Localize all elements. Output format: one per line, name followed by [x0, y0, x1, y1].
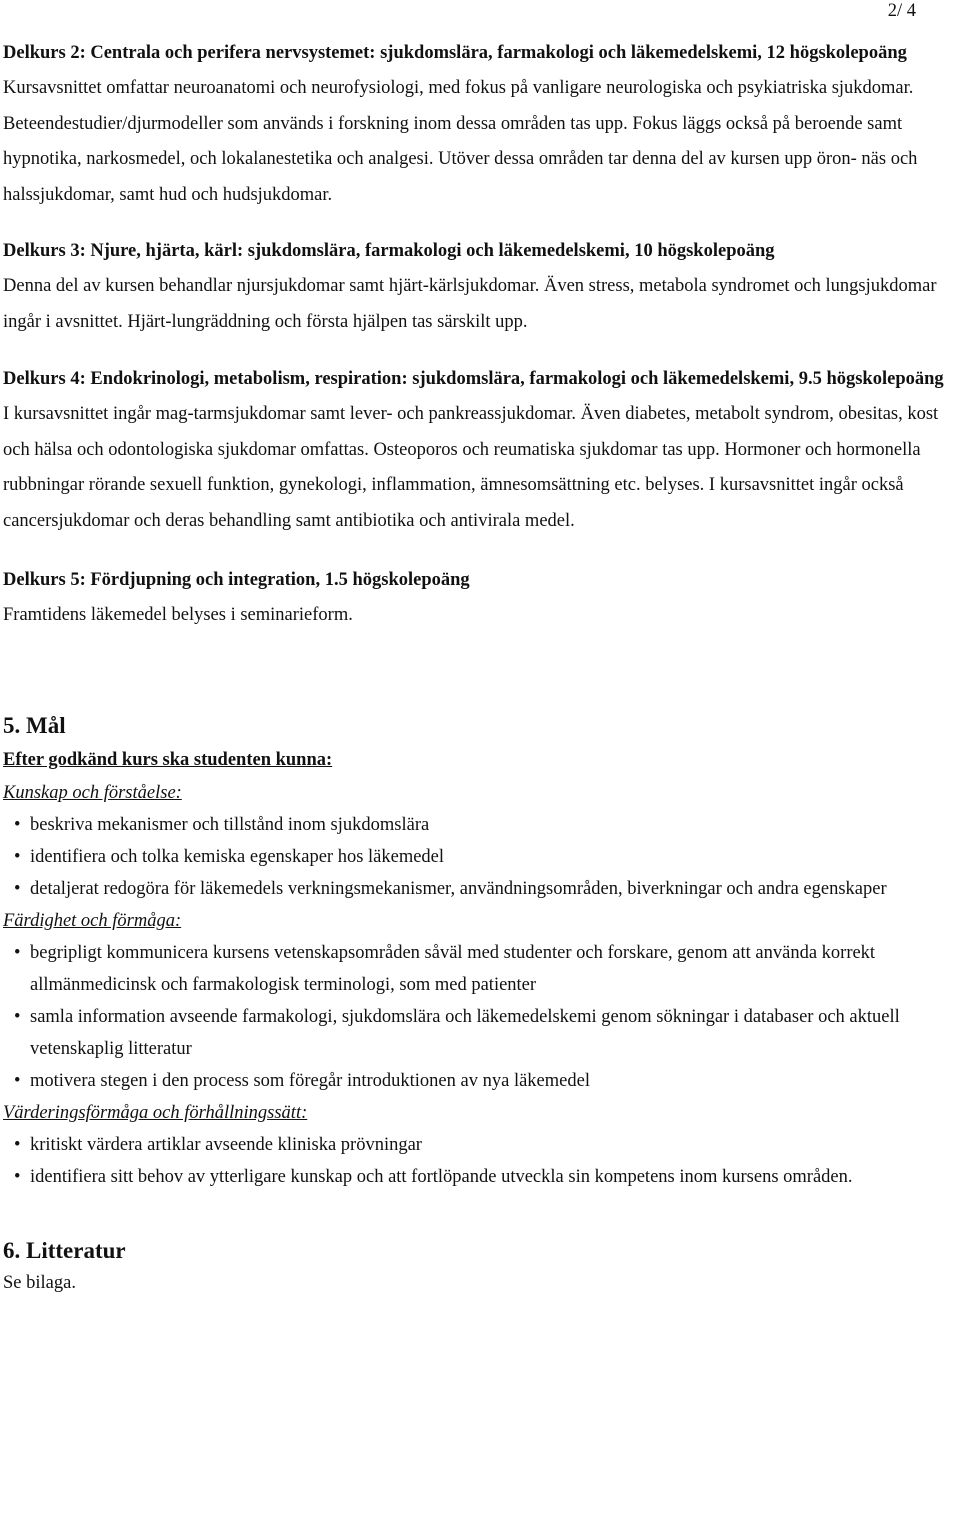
- literature-body: Se bilaga.: [3, 1272, 76, 1293]
- goal-item-text: beskriva mekanismer och tillstånd inom sjukdomslära: [30, 814, 430, 835]
- goal-item: [3, 1001, 955, 1065]
- section-delkurs-3: [3, 234, 955, 340]
- bullet-icon: •: [14, 1134, 21, 1155]
- bullet-icon: •: [14, 1166, 21, 1187]
- literature-section: [3, 1234, 955, 1298]
- section-body: Kursavsnittet omfattar neuroanatomi och neurofysiologi, med fokus på vanligare neurologiska och psykiatriska sjukdomar. Beteendestudier/djurmodeller som används i forskning inom dessa områden tas upp. Fokus läggs också på beroende samt hypnotika, narkosmedel, och lokalanestetika och analgesi. Utöver dessa områden tar denna del av kursen upp öron- näs och halssjukdomar, samt hud och hudsjukdomar.: [3, 78, 918, 205]
- bullet-icon: •: [14, 1070, 21, 1091]
- bullet-icon: •: [14, 942, 21, 963]
- section-body: Denna del av kursen behandlar njursjukdomar samt hjärt-kärlsjukdomar. Även stress, metabola syndromet och lungsjukdomar ingår i avsnittet. Hjärt-lungräddning och första hjälpen tas särskilt upp.: [3, 276, 937, 332]
- goal-group-skills: [3, 905, 955, 1097]
- document-body: [3, 36, 955, 1298]
- section-body: Framtidens läkemedel belyses i seminarieform.: [3, 605, 353, 625]
- goal-item: [3, 937, 955, 1001]
- goal-list: [3, 1129, 955, 1193]
- section-heading: Delkurs 4: Endokrinologi, metabolism, respiration: sjukdomslära, farmakologi och läkemedelskemi, 9.5 högskolepoäng: [3, 369, 944, 389]
- goal-item: [3, 841, 955, 873]
- goal-group-values: [3, 1097, 955, 1193]
- section-heading: Delkurs 3: Njure, hjärta, kärl: sjukdomslära, farmakologi och läkemedelskemi, 10 högskolepoäng: [3, 241, 775, 261]
- section-body: I kursavsnittet ingår mag-tarmsjukdomar samt lever- och pankreassjukdomar. Även diabetes, metabolt syndrom, obesitas, kost och hälsa och odontologiska sjukdomar omfattas. Osteoporos och reumatiska sjukdomar tas upp. Hormoner och hormonella rubbningar rörande sexuell funktion, gynekologi, inflammation, ämnesomsättning etc. belyses. I kursavsnittet ingår också cancersjukdomar och deras behandling samt antibiotika och antivirala medel.: [3, 404, 939, 531]
- bullet-icon: •: [14, 1006, 21, 1027]
- goal-group-knowledge: [3, 777, 955, 905]
- section-delkurs-4: [3, 362, 955, 539]
- goal-item-text: samla information avseende farmakologi, sjukdomslära och läkemedelskemi genom sökningar i databaser och aktuell vetenskaplig litteratur: [30, 1006, 900, 1059]
- goal-group-title: Färdighet och förmåga:: [3, 910, 182, 931]
- goals-section: [3, 709, 955, 1193]
- section-heading: Delkurs 2: Centrala och perifera nervsystemet: sjukdomslära, farmakologi och läkemedelskemi, 12 högskolepoäng: [3, 43, 907, 63]
- page-number: 2/ 4: [887, 1, 916, 21]
- goal-item-text: identifiera och tolka kemiska egenskaper hos läkemedel: [30, 846, 445, 867]
- goal-group-title: Värderingsförmåga och förhållningssätt:: [3, 1102, 308, 1123]
- goals-heading: 5. Mål: [3, 712, 66, 738]
- section-heading: Delkurs 5: Fördjupning och integration, 1.5 högskolepoäng: [3, 570, 470, 590]
- section-delkurs-2: [3, 36, 955, 213]
- goal-item-text: motivera stegen i den process som föregår introduktionen av nya läkemedel: [30, 1070, 590, 1091]
- goal-item-text: begripligt kommunicera kursens vetenskapsområden såväl med studenter och forskare, genom att använda korrekt allmänmedicinsk och farmakologisk terminologi, som med patienter: [30, 942, 876, 995]
- goal-list: [3, 809, 955, 905]
- goal-item: [3, 1065, 955, 1097]
- goal-item: [3, 873, 955, 905]
- goals-intro: Efter godkänd kurs ska studenten kunna:: [3, 749, 333, 770]
- bullet-icon: •: [14, 846, 21, 867]
- goal-item-text: detaljerat redogöra för läkemedels verkningsmekanismer, användningsområden, biverkningar och andra egenskaper: [30, 878, 887, 899]
- goal-item: [3, 1161, 955, 1193]
- goal-group-title: Kunskap och förståelse:: [3, 782, 182, 803]
- goal-item: [3, 809, 955, 841]
- goal-item: [3, 1129, 955, 1161]
- bullet-icon: •: [14, 814, 21, 835]
- literature-heading: 6. Litteratur: [3, 1237, 126, 1263]
- goal-item-text: identifiera sitt behov av ytterligare kunskap och att fortlöpande utveckla sin kompetens inom kursens områden.: [30, 1166, 853, 1187]
- bullet-icon: •: [14, 878, 21, 899]
- section-delkurs-5: [3, 563, 955, 634]
- goal-item-text: kritiskt värdera artiklar avseende kliniska prövningar: [30, 1134, 422, 1155]
- goal-list: [3, 937, 955, 1097]
